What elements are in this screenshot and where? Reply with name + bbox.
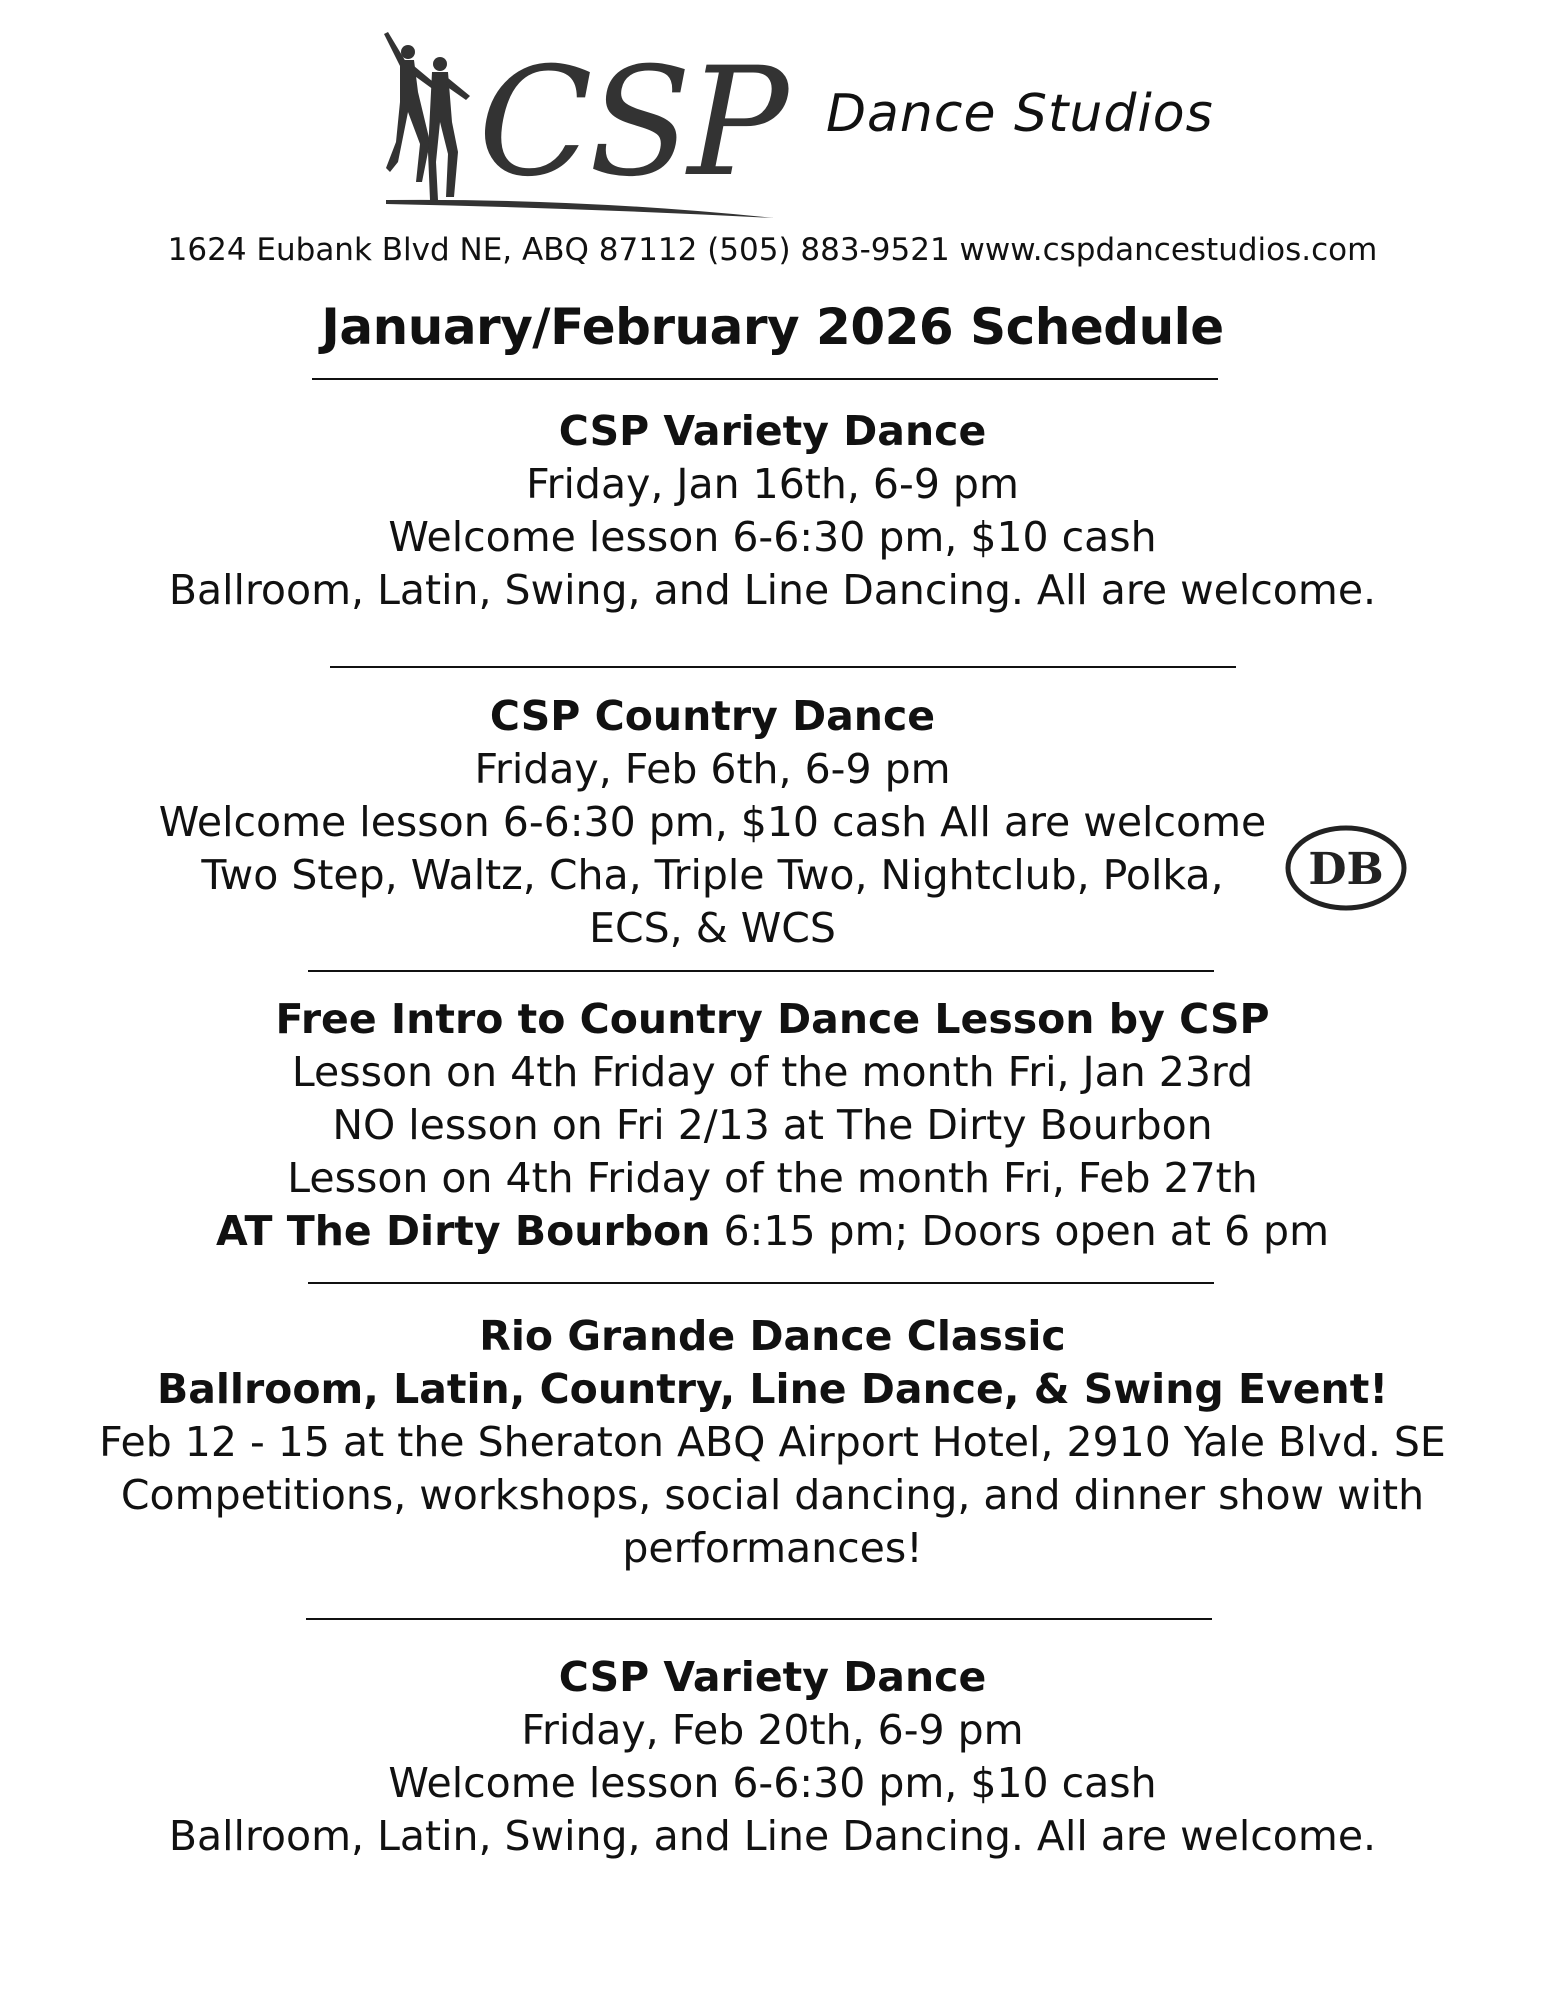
event-line: Friday, Feb 20th, 6-9 pm — [521, 1706, 1024, 1754]
event-line: NO lesson on Fri 2/13 at The Dirty Bourbon — [332, 1101, 1213, 1149]
venue-name: AT The Dirty Bourbon — [215, 1207, 711, 1255]
divider — [330, 666, 1236, 668]
event-line: performances! — [622, 1524, 923, 1572]
event-title: Rio Grande Dance Classic — [479, 1312, 1066, 1360]
csp-logo — [378, 22, 808, 222]
event-line: Feb 12 - 15 at the Sheraton ABQ Airport Hotel, 2910 Yale Blvd. SE — [99, 1418, 1446, 1466]
event-title: CSP Variety Dance — [558, 1653, 987, 1701]
venue-time: 6:15 pm; Doors open at 6 pm — [710, 1207, 1330, 1255]
event-line: Friday, Jan 16th, 6-9 pm — [526, 460, 1019, 508]
contact-info: 1624 Eubank Blvd NE, ABQ 87112 (505) 883-9521 www.cspdancestudios.com — [167, 232, 1378, 268]
event-title: CSP Country Dance — [489, 692, 936, 740]
logo-lettering: CSP — [478, 36, 785, 210]
event-venue-line — [0, 1205, 1545, 1258]
db-badge-icon — [1282, 818, 1410, 918]
divider — [306, 1618, 1212, 1620]
svg-text:DB: DB — [1308, 844, 1384, 895]
dirty-bourbon-logo — [1282, 818, 1410, 918]
event-title: Free Intro to Country Dance Lesson by CSP — [275, 995, 1270, 1043]
schedule-title: January/February 2026 Schedule — [321, 298, 1224, 356]
event-subtitle: Ballroom, Latin, Country, Line Dance, & Swing Event! — [156, 1365, 1389, 1413]
divider — [308, 1282, 1214, 1284]
event-line: Competitions, workshops, social dancing, and dinner show with — [120, 1471, 1425, 1519]
event-line: Lesson on 4th Friday of the month Fri, Jan 23rd — [291, 1048, 1254, 1096]
event-line: ECS, & WCS — [589, 904, 836, 952]
studios-label: Dance Studios — [826, 84, 1214, 144]
event-line: Welcome lesson 6-6:30 pm, $10 cash All are welcome — [158, 798, 1267, 846]
event-line: Friday, Feb 6th, 6-9 pm — [474, 745, 951, 793]
event-line: Ballroom, Latin, Swing, and Line Dancing. All are welcome. — [168, 1812, 1377, 1860]
event-line: Lesson on 4th Friday of the month Fri, Feb 27th — [287, 1154, 1258, 1202]
dancers-logo-icon — [378, 22, 808, 222]
event-line: Two Step, Waltz, Cha, Triple Two, Nightclub, Polka, — [201, 851, 1224, 899]
event-line: Ballroom, Latin, Swing, and Line Dancing. All are welcome. — [168, 566, 1377, 614]
divider — [308, 970, 1214, 972]
event-line: Welcome lesson 6-6:30 pm, $10 cash — [388, 1759, 1157, 1807]
event-title: CSP Variety Dance — [558, 407, 987, 455]
divider — [312, 378, 1218, 380]
event-line: Welcome lesson 6-6:30 pm, $10 cash — [388, 513, 1157, 561]
